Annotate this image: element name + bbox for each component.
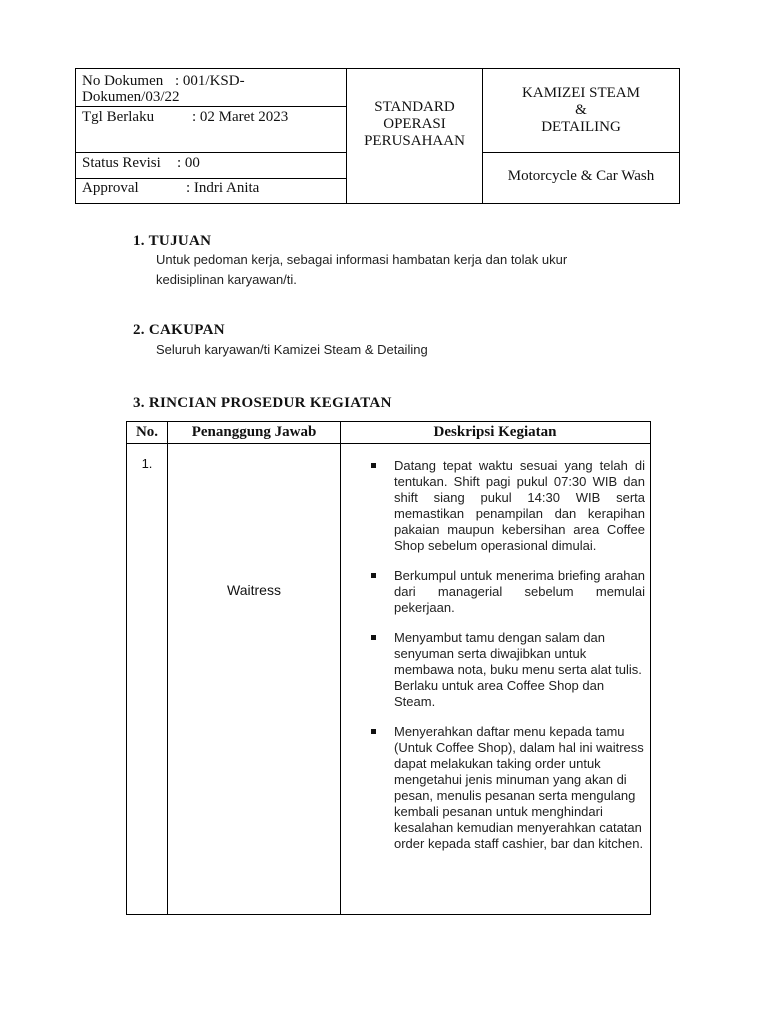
document-type-line: OPERASI: [383, 116, 446, 132]
no-dokumen-continued: Dokumen/03/22: [82, 89, 180, 105]
column-header-deskripsi: Deskripsi Kegiatan: [433, 424, 557, 440]
list-item: [369, 568, 645, 616]
divider: [76, 152, 346, 153]
section-tujuan-title: 1. TUJUAN: [133, 233, 212, 249]
activity-text: Berkumpul untuk menerima briefing arahan dari managerial sebelum memulai pekerjaan.: [394, 568, 645, 615]
bullet-square-icon: [371, 463, 376, 468]
section-rincian-title: 3. RINCIAN PROSEDUR KEGIATAN: [133, 395, 392, 411]
tgl-berlaku-value: : 02 Maret 2023: [192, 109, 289, 125]
bullet-square-icon: [371, 573, 376, 578]
no-dokumen-label: No Dokumen: [82, 73, 164, 89]
tgl-berlaku-row: [82, 109, 288, 125]
divider: [76, 106, 346, 107]
status-revisi-value: : 00: [177, 155, 200, 171]
section-cakupan-title: 2. CAKUPAN: [133, 322, 225, 338]
header-divider: [127, 443, 650, 444]
list-item: [369, 724, 645, 852]
document-header-table: [75, 68, 680, 204]
company-column: [483, 69, 679, 203]
procedure-table: [126, 421, 651, 915]
divider: [76, 178, 346, 179]
service-label: Motorcycle & Car Wash: [507, 168, 655, 184]
activity-list: [369, 458, 645, 866]
paragraph-line: Seluruh karyawan/ti Kamizei Steam & Detailing: [156, 342, 428, 357]
document-type-column: [347, 69, 483, 203]
status-revisi-row: [82, 155, 200, 171]
document-type-line: PERUSAHAAN: [364, 133, 465, 149]
approval-row: [82, 180, 259, 196]
row-responsible: Waitress: [227, 582, 281, 598]
company-name: [483, 85, 679, 136]
divider: [483, 152, 679, 153]
list-item: [369, 630, 645, 710]
status-revisi-label: Status Revisi: [82, 155, 161, 171]
section-cakupan-body: [156, 340, 428, 360]
approval-value: : Indri Anita: [186, 180, 260, 196]
paragraph-line: kedisiplinan karyawan/ti.: [156, 272, 297, 287]
approval-label: Approval: [82, 180, 139, 196]
document-type-title: [347, 99, 482, 150]
company-name-line: &: [575, 102, 587, 118]
activity-text: Datang tepat waktu sesuai yang telah di tentukan. Shift pagi pukul 07:30 WIB dan shift siang pukul 14:30 WIB serta memastikan penampilan dan kerapihan pakaian maupun kebersihan area Coffee Shop sebelum operasional dimulai.: [394, 458, 645, 553]
company-name-line: KAMIZEI STEAM: [522, 85, 640, 101]
bullet-square-icon: [371, 635, 376, 640]
document-info-column: [76, 69, 347, 203]
activity-text: Menyambut tamu dengan salam dan senyuman serta diwajibkan untuk membawa nota, buku menu serta alat tulis. Berlaku untuk area Coffee Shop dan Steam.: [394, 630, 642, 709]
no-dokumen-value: : 001/KSD-: [175, 73, 245, 89]
section-tujuan-body: [156, 250, 567, 290]
column-header-penanggung-jawab: Penanggung Jawab: [191, 424, 317, 440]
row-number: 1.: [141, 456, 153, 471]
company-name-line: DETAILING: [541, 119, 621, 135]
bullet-square-icon: [371, 729, 376, 734]
tgl-berlaku-label: Tgl Berlaku: [82, 109, 155, 125]
activity-text: Menyerahkan daftar menu kepada tamu (Untuk Coffee Shop), dalam hal ini waitress dapat melakukan taking order untuk mengetahui jenis minuman yang akan di pesan, menulis pesanan serta mengulang kembali pesanan untuk menghindari kesalahan kemudian menyerahkan catatan order kepada staff cashier, bar dan kitchen.: [394, 724, 644, 851]
column-divider: [167, 422, 168, 914]
list-item: [369, 458, 645, 554]
paragraph-line: Untuk pedoman kerja, sebagai informasi hambatan kerja dan tolak ukur: [156, 252, 568, 267]
column-divider: [340, 422, 341, 914]
document-type-line: STANDARD: [374, 99, 455, 115]
no-dokumen-row: [82, 73, 245, 89]
column-header-no: No.: [135, 424, 159, 440]
